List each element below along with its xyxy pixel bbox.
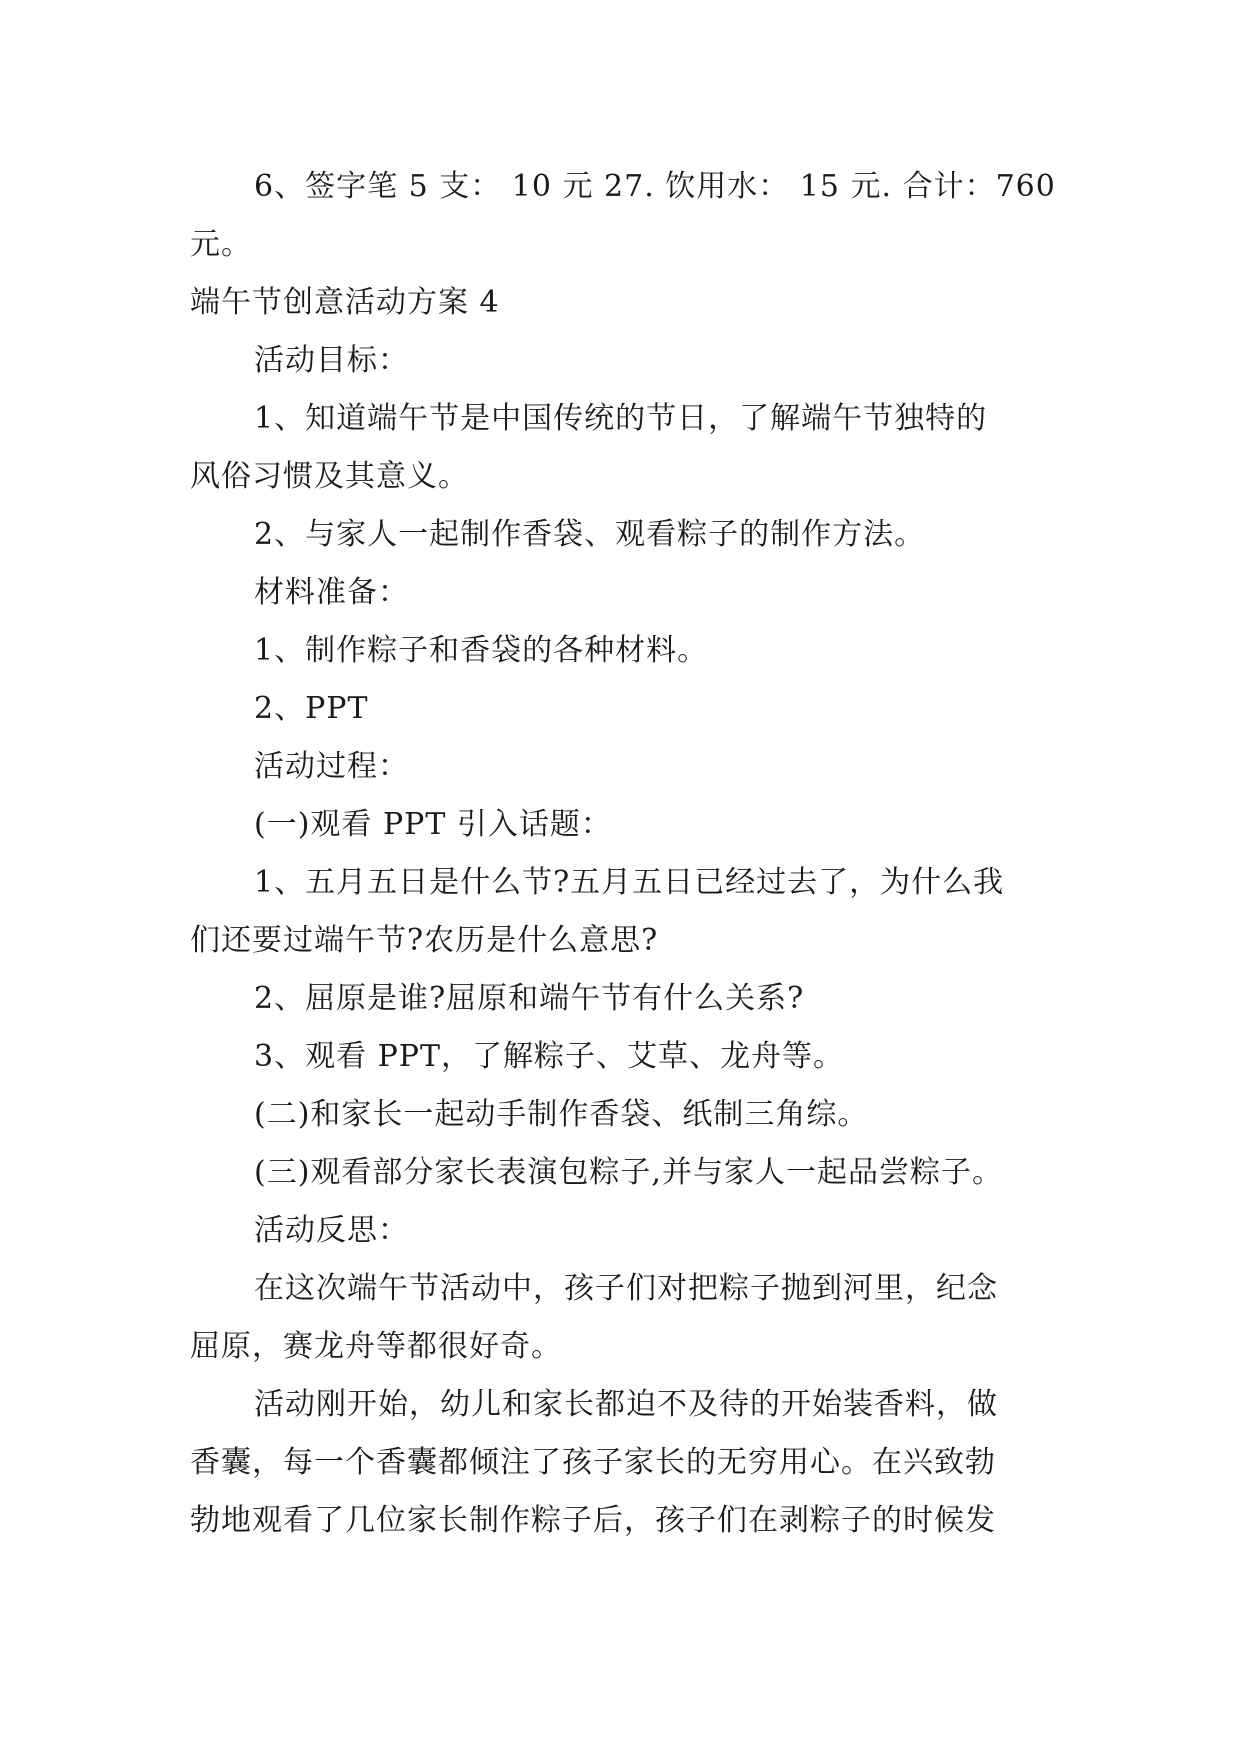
process-step-1-heading: (一)观看 PPT 引入话题： [254,807,612,842]
heading-reflection: 活动反思： [254,1213,409,1248]
heading-materials: 材料准备： [254,575,409,610]
question-1-continuation: 们还要过端午节?农历是什么意思? [190,923,659,958]
material-1-line: 1、制作粽子和香袋的各种材料。 [254,633,709,668]
reflection-para-2-line: 活动刚开始，幼儿和家长都迫不及待的开始装香料，做 [254,1387,998,1422]
budget-item-continuation: 元。 [190,227,252,262]
goal-1-continuation: 风俗习惯及其意义。 [190,459,469,494]
question-2-line: 2、屈原是谁?屈原和端午节有什么关系? [254,981,805,1016]
document-body [190,158,1056,1550]
reflection-para-2-continuation-1: 香囊，每一个香囊都倾注了孩子家长的无穷用心。在兴致勃 [190,1445,996,1480]
heading-activity-goals: 活动目标： [254,343,409,378]
goal-2-line: 2、与家人一起制作香袋、观看粽子的制作方法。 [254,517,926,552]
reflection-para-2-continuation-2: 勃地观看了几位家长制作粽子后，孩子们在剥粽子的时候发 [190,1503,996,1538]
process-step-2-line: (二)和家长一起动手制作香袋、纸制三角综。 [254,1097,869,1132]
budget-item-line: 6、签字笔 5 支： 10 元 27. 饮用水： 15 元. 合计：760 [254,169,1056,204]
process-step-3-line: (三)观看部分家长表演包粽子,并与家人一起品尝粽子。 [254,1155,1003,1190]
material-2-line: 2、PPT [254,691,369,726]
question-3-line: 3、观看 PPT，了解粽子、艾草、龙舟等。 [254,1039,845,1074]
goal-1-line: 1、知道端午节是中国传统的节日，了解端午节独特的 [254,401,988,436]
reflection-para-1-continuation: 屈原，赛龙舟等都很好奇。 [190,1329,562,1364]
heading-process: 活动过程： [254,749,409,784]
reflection-para-1-line: 在这次端午节活动中，孩子们对把粽子抛到河里，纪念 [254,1271,998,1306]
section-title: 端午节创意活动方案 4 [190,285,500,320]
question-1-line: 1、五月五日是什么节?五月五日已经过去了，为什么我 [254,865,1005,900]
